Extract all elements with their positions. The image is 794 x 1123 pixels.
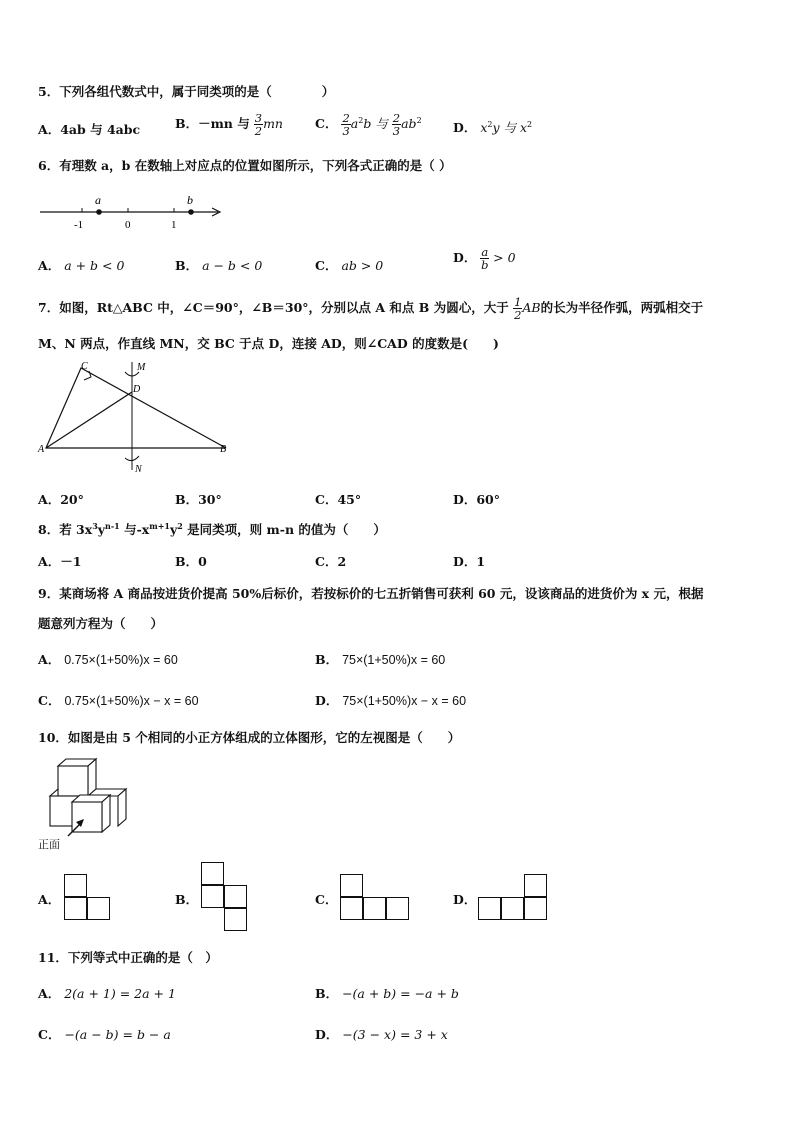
tick-label: 1	[171, 219, 177, 231]
option-text: 75×(1+50%)x = 60	[342, 653, 446, 667]
q9-stem-line1: 9．某商场将 A 商品按进货价提高 50%后标价，若按标价的七五折销售可获利 60 元，设该商品的进货价为 x 元，根据	[38, 586, 704, 601]
stem-text: 8．若 3x	[38, 522, 93, 537]
q7-option-d[interactable]	[453, 490, 500, 508]
option-label: B．	[175, 258, 199, 273]
stem-text: 的长为半径作弧，两弧相交于	[540, 300, 704, 315]
q5-stem: 5．下列各组代数式中，属于同类项的是（ ）	[38, 84, 335, 99]
option-label: B．	[315, 652, 339, 667]
q9-stem-line2: 题意列方程为（ ）	[38, 616, 164, 631]
q7-option-b[interactable]	[175, 490, 222, 508]
label-d: D	[133, 384, 141, 395]
exponent: 2	[527, 120, 533, 129]
option-text: 20°	[60, 492, 84, 507]
option-label: D．	[315, 1027, 339, 1042]
numerator: 3	[254, 111, 263, 125]
option-text: > 0	[493, 250, 516, 265]
denominator: 2	[254, 124, 263, 138]
option-label: D．	[315, 693, 339, 708]
cube-stack-figure	[38, 756, 128, 856]
label-m: M	[137, 362, 146, 373]
option-label: D．	[453, 250, 477, 265]
option-text: 2	[337, 554, 347, 569]
option-label: B．	[175, 116, 199, 131]
q11-option-b[interactable]	[315, 984, 459, 1002]
q10-option-b-label[interactable]: B．	[175, 892, 199, 907]
q10-option-c-view[interactable]	[340, 874, 412, 922]
q6-option-c[interactable]	[315, 256, 383, 274]
numerator: 2	[342, 111, 350, 125]
option-text: 1	[476, 554, 486, 569]
option-text: 2(a + 1) = 2a + 1	[64, 986, 176, 1001]
fraction	[480, 246, 489, 271]
q11-option-c[interactable]	[38, 1025, 171, 1043]
numerator: a	[481, 245, 489, 259]
option-label: A．	[38, 986, 61, 1001]
option-text: －mn 与	[198, 116, 250, 131]
option-text: 30°	[198, 492, 222, 507]
var: x	[480, 120, 488, 135]
label-a: A	[38, 444, 45, 455]
q6-option-a[interactable]	[38, 256, 124, 274]
exponent: 2	[487, 120, 493, 129]
q9-option-c[interactable]	[38, 691, 199, 709]
var: ab	[401, 116, 417, 131]
triangle-abc	[46, 368, 226, 448]
option-text: a + b < 0	[64, 258, 125, 273]
option-text: －1	[60, 554, 82, 569]
option-text: 0.75×(1+50%)x = 60	[64, 653, 178, 667]
stem-text: y	[97, 522, 106, 537]
q8-option-a[interactable]	[38, 552, 81, 570]
option-text: −(a + b) = −a + b	[342, 986, 459, 1001]
q5-option-c[interactable]	[315, 112, 422, 137]
point-a	[96, 209, 102, 215]
cube-drawing	[38, 756, 128, 838]
stem-text: 7．如图，Rt△ABC 中，∠C＝90°，∠B＝30°，分别以点 A 和点 B 为圆心，大于	[38, 300, 509, 315]
option-text: ab > 0	[341, 258, 384, 273]
option-label: A．	[38, 122, 61, 137]
q10-option-a-view[interactable]	[64, 874, 112, 922]
option-label: B．	[315, 986, 339, 1001]
q7-option-a[interactable]	[38, 490, 84, 508]
option-label: A．	[38, 492, 61, 507]
denominator: 2	[514, 308, 522, 322]
q5-option-d[interactable]	[453, 118, 532, 136]
q10-option-d-label[interactable]: D．	[453, 892, 477, 907]
fraction	[392, 112, 401, 137]
option-label: C．	[38, 1027, 61, 1042]
stem-text: 与-x	[119, 522, 150, 537]
option-text: 75×(1+50%)x − x = 60	[342, 694, 467, 708]
option-label: B．	[175, 554, 199, 569]
stem-text: 是同类项，则 m-n 的值为（ ）	[182, 522, 386, 537]
option-text: 60°	[476, 492, 500, 507]
option-label: D．	[453, 492, 477, 507]
option-text: 45°	[337, 492, 362, 507]
q10-option-b-view[interactable]	[201, 862, 249, 934]
q5-option-b[interactable]	[175, 112, 283, 137]
option-label: A．	[38, 554, 61, 569]
front-label: 正面	[38, 838, 60, 851]
option-text: a − b < 0	[202, 258, 263, 273]
var: y 与 x	[492, 120, 528, 135]
q10-stem: 10．如图是由 5 个相同的小正方体组成的立体图形，它的左视图是（ ）	[38, 730, 461, 745]
point-b	[188, 209, 194, 215]
option-label: C．	[38, 693, 61, 708]
q8-option-c[interactable]	[315, 552, 346, 570]
option-label: D．	[453, 120, 477, 135]
q6-option-d[interactable]	[453, 246, 516, 271]
q7-option-c[interactable]	[315, 490, 361, 508]
option-label: D．	[453, 554, 477, 569]
option-text: 0	[198, 554, 207, 569]
option-text: −(a − b) = b − a	[64, 1027, 171, 1042]
option-text: 0.75×(1+50%)x − x = 60	[64, 694, 199, 708]
q10-option-d-view[interactable]	[478, 874, 550, 922]
q8-stem	[38, 520, 386, 538]
label-a: a	[95, 193, 101, 207]
label-b: B	[220, 444, 227, 455]
tick-label: -1	[74, 219, 84, 231]
option-text-tail: mn	[263, 116, 283, 131]
q10-option-a-label[interactable]: A．	[38, 892, 61, 907]
fraction	[254, 112, 263, 137]
label-n: N	[135, 464, 142, 475]
tick-label: 0	[125, 219, 131, 231]
q9-option-a[interactable]	[38, 650, 178, 668]
numerator: 1	[514, 295, 522, 309]
option-label: B．	[175, 492, 199, 507]
fraction	[513, 296, 522, 321]
exponent: m+1	[149, 521, 170, 531]
label-c: C	[81, 361, 88, 372]
fraction	[341, 112, 350, 137]
var: b 与	[363, 116, 388, 131]
option-label: C．	[315, 258, 338, 273]
var: a	[350, 116, 359, 131]
q6-option-b[interactable]	[175, 256, 262, 274]
denominator: 3	[342, 124, 350, 138]
q8-option-b[interactable]	[175, 552, 207, 570]
option-label: C．	[315, 554, 338, 569]
option-text: −(3 − x) = 3 + x	[342, 1027, 448, 1042]
exponent: n-1	[105, 521, 120, 531]
exponent: 2	[358, 116, 364, 125]
q9-option-d[interactable]	[315, 691, 466, 709]
exponent: 3	[92, 521, 98, 531]
q5-option-a[interactable]	[38, 120, 140, 138]
triangle-figure	[36, 358, 236, 478]
exponent: 2	[416, 116, 422, 125]
denominator: 3	[392, 124, 401, 138]
stem-text: y	[169, 522, 178, 537]
option-label: A．	[38, 258, 61, 273]
number-line-figure	[38, 190, 228, 232]
option-text: 4ab 与 4abc	[60, 122, 141, 137]
numerator: 2	[392, 111, 401, 125]
q8-option-d[interactable]	[453, 552, 485, 570]
segment-ab: AB	[522, 300, 541, 315]
q10-option-c-label[interactable]: C．	[315, 892, 338, 907]
option-label: C．	[315, 492, 338, 507]
label-b: b	[187, 193, 193, 207]
q11-option-d[interactable]	[315, 1025, 448, 1043]
option-label: C．	[315, 116, 338, 131]
q7-stem-line2: M、N 两点，作直线 MN，交 BC 于点 D，连接 AD，则∠CAD 的度数是( )	[38, 336, 499, 351]
q6-stem: 6．有理数 a，b 在数轴上对应点的位置如图所示，下列各式正确的是（ ）	[38, 158, 452, 173]
q9-option-b[interactable]	[315, 650, 445, 668]
q11-stem: 11．下列等式中正确的是（ ）	[38, 950, 218, 965]
q7-stem-line1	[38, 296, 703, 321]
q11-option-a[interactable]	[38, 984, 176, 1002]
right-angle-marker	[84, 371, 91, 380]
denominator: b	[481, 258, 489, 272]
option-label: A．	[38, 652, 61, 667]
exponent: 2	[177, 521, 183, 531]
